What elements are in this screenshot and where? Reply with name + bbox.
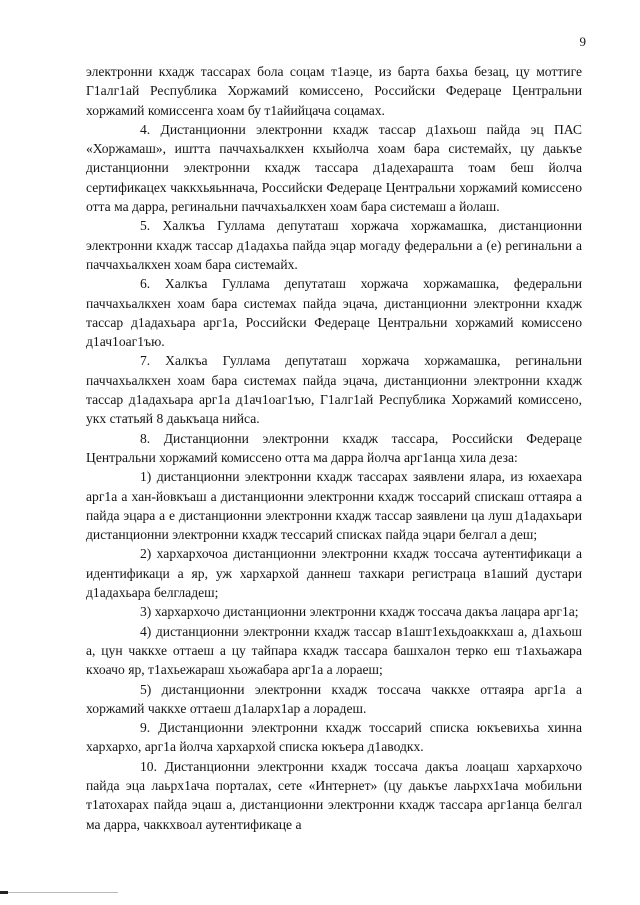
- paragraph-4: 4. Дистанционни электронни кхадж тассар д1ахьош пайда эц ПАС «Хоржамаш», иштта паччахьалкхен кхыйолча хоам бара системайх, цу даькъе дистанционни электронни кхадж тассара д1адехарашта тоам беш йолча сертификацех чаккхьяьннача, Российски Федераце Центральни хоржамий комиссено отта ма дарра, регинальни паччахьалкхен хоам бара системаш а йолаш.: [86, 121, 582, 215]
- list-item-4: 4) дистанционни электронни кхадж тассар в1ашт1ехьдоаккхаш а, д1ахьош а, цун чаккхе оттаеш а цу тайпара кхадж тассара башхалон терко еш т1ахьажара кхоачо яр, т1ахьежараш хьожабара арг1а а лораеш;: [86, 623, 582, 678]
- page-number: 9: [579, 34, 586, 49]
- list-item-3: 3) хархархочо дистанционни электронни кхадж тоссача дакъа лацара арг1а;: [140, 604, 579, 620]
- paragraph-6: 6. Халкъа Гуллама депутаташ хоржача хоржамашка, федеральни паччахьалкхен хоам бара системах пайда эцача, дистанционни электронни кхадж тассар д1адахьара арг1а, Российски Федераце Центральни хоржамий комиссено д1ач1оаг1ъю.: [86, 276, 582, 350]
- paragraph-10: 10. Дистанционни электронни кхадж тоссача дакъа лоацаш хархархочо пайда эца лаьрх1ача порталах, сете «Интернет» (цу даькъе лаьрхх1ача мобильни т1атохарах пайда эцаш а, дистанционни электронни кхадж тассара арг1анца белгал ма дарра, чаккхвоал аутентификаце а: [86, 758, 582, 832]
- paragraph-8: 8. Дистанционни электронни кхадж тассара, Российски Федераце Центральни хоржамий комиссено отта ма дарра йолча арг1анца хила деза:: [86, 430, 582, 465]
- document-body: [86, 62, 582, 834]
- list-item-2: 2) хархархочоа дистанционни электронни кхадж тоссача аутентификаци а идентификаци а яр, уж хархархой даннеш тахкари регистраца в1аший дустари д1адахьара белгладеш;: [86, 546, 582, 601]
- list-item-5: 5) дистанционни электронни кхадж тоссача чаккхе оттаяра арг1а а хоржамий чаккхе оттаеш д1аларх1ар а лорадеш.: [86, 681, 582, 716]
- paragraph-5: 5. Халкъа Гуллама депутаташ хоржача хоржамашка, дистанционни электронни кхадж тассар д1адахьа пайда эцар могаду федеральни а (е) регинальни а паччахьалкхен хоам бара системайх.: [86, 218, 582, 272]
- paragraph-9: 9. Дистанционни электронни кхадж тоссарий списка юкъевихьа хинна хархархо, арг1а йолча хархархой списка юкъера д1аводкх.: [86, 720, 582, 755]
- paragraph-continuation: электронни кхадж тассарах бола соцам т1аэце, из барта бахьа безац, цу моттиге Г1алг1ай Республика Хоржамий комиссено, Российски Федераце Центральни хоржамий комиссенга хоам бу т1айийцача соцамах.: [86, 64, 582, 118]
- scan-edge-line: [8, 892, 118, 893]
- scan-edge-mark: [0, 891, 8, 894]
- list-item-1: 1) дистанционни электронни кхадж тассарах заявлени ялара, из юхаехара арг1а а хан-йовкъаш а дистанционни электронни кхадж тоссарий спискаш оттаяра а пайда эцара а е дистанционни электронни кхадж тассар заявлени ца луш д1адахьари дистанционни электронни кхадж тессарий списках пайда эцари белгал а деш;: [86, 469, 582, 543]
- paragraph-7: 7. Халкъа Гуллама депутаташ хоржача хоржамашка, регинальни паччахьалкхен хоам бара системах пайда эцача, дистанционни электронни кхадж тассар д1адахьара арг1а д1ач1оаг1ъю, Г1алг1ай Республика Хоржамий комиссено, укх статьяй 8 даькъаца нийса.: [86, 353, 582, 427]
